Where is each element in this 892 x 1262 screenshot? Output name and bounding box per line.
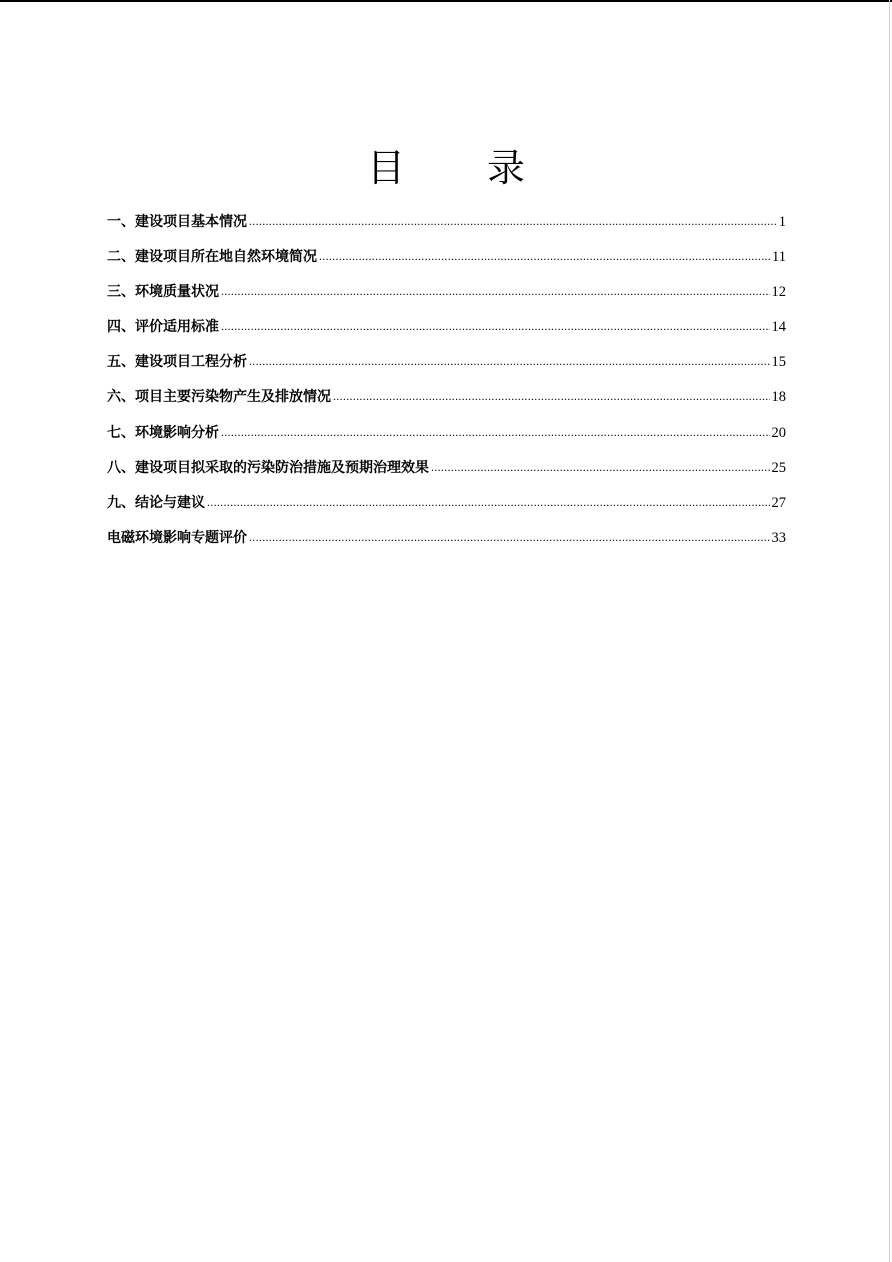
toc-entry-label: 四、评价适用标准 bbox=[107, 319, 219, 336]
toc-entry-label: 五、建设项目工程分析 bbox=[107, 354, 247, 371]
table-of-contents bbox=[107, 209, 786, 560]
toc-dot-leader bbox=[319, 243, 770, 269]
toc-dot-leader bbox=[221, 313, 770, 339]
toc-entry[interactable] bbox=[107, 384, 786, 419]
toc-entry[interactable] bbox=[107, 525, 786, 560]
toc-entry[interactable] bbox=[107, 490, 786, 525]
toc-title: 目 录 bbox=[366, 146, 547, 190]
toc-entry-page: 27 bbox=[771, 494, 786, 511]
toc-entry-label: 一、建设项目基本情况 bbox=[107, 214, 247, 230]
toc-entry-page: 12 bbox=[771, 284, 786, 301]
toc-entry[interactable] bbox=[107, 279, 786, 314]
toc-entry-page: 1 bbox=[778, 214, 786, 230]
toc-entry[interactable] bbox=[107, 244, 786, 279]
toc-entry-page: 33 bbox=[771, 529, 786, 546]
toc-entry[interactable] bbox=[107, 455, 786, 490]
toc-dot-leader bbox=[431, 454, 770, 480]
toc-entry[interactable] bbox=[107, 314, 786, 349]
toc-entry-page: 18 bbox=[771, 389, 786, 406]
toc-entry-label: 二、建设项目所在地自然环境简况 bbox=[107, 249, 317, 266]
toc-dot-leader bbox=[249, 208, 777, 234]
page-top-border bbox=[0, 0, 892, 2]
toc-dot-leader bbox=[221, 419, 770, 445]
toc-entry-page: 20 bbox=[771, 424, 786, 441]
toc-entry-page: 25 bbox=[771, 459, 786, 476]
toc-dot-leader bbox=[221, 278, 770, 304]
toc-entry-label: 九、结论与建议 bbox=[107, 494, 205, 511]
toc-dot-leader bbox=[249, 524, 770, 550]
toc-entry[interactable] bbox=[107, 349, 786, 384]
toc-entry[interactable] bbox=[107, 420, 786, 455]
toc-dot-leader bbox=[333, 383, 770, 409]
toc-entry-page: 11 bbox=[772, 249, 786, 266]
toc-entry-label: 八、建设项目拟采取的污染防治措施及预期治理效果 bbox=[107, 459, 429, 476]
toc-entry-label: 七、环境影响分析 bbox=[107, 424, 219, 441]
toc-entry-page: 14 bbox=[771, 319, 786, 336]
toc-dot-leader bbox=[249, 348, 770, 374]
toc-dot-leader bbox=[207, 489, 770, 515]
toc-entry[interactable] bbox=[107, 209, 786, 244]
toc-entry-page: 15 bbox=[771, 354, 786, 371]
toc-entry-label: 三、环境质量状况 bbox=[107, 284, 219, 301]
toc-entry-label: 电磁环境影响专题评价 bbox=[107, 529, 247, 546]
toc-entry-label: 六、项目主要污染物产生及排放情况 bbox=[107, 389, 331, 406]
